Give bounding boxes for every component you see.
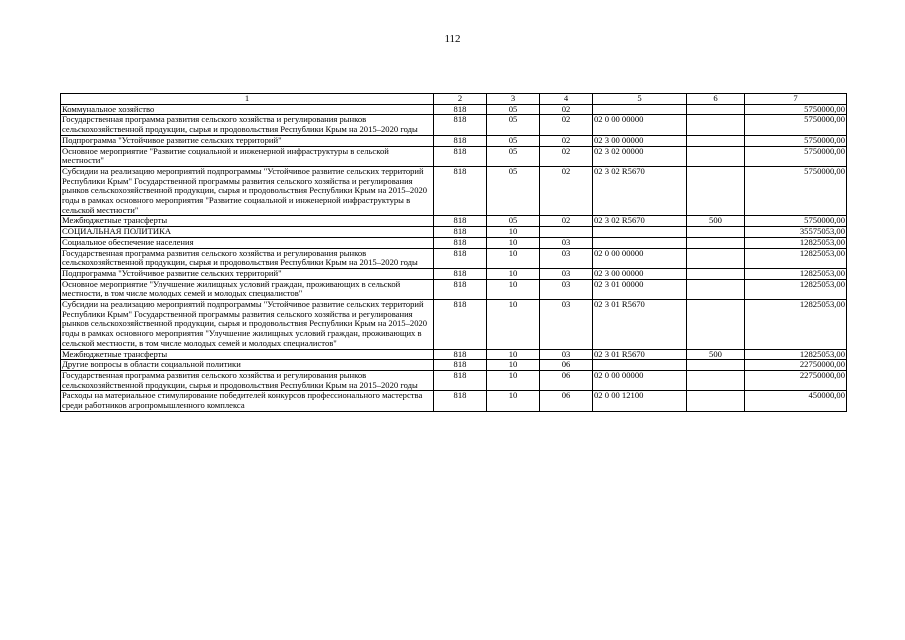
row-subsection-code: 06 xyxy=(540,391,593,411)
row-expense-type xyxy=(687,237,745,248)
row-amount: 12825053,00 xyxy=(745,268,847,279)
row-name: Субсидии на реализацию мероприятий подпрограммы "Устойчивое развитие сельских территорий Республики Крым" Государственной программы развития сельского хозяйства и регулирования рынков сельскохозяйственной продукции, сырья и продовольствия Республики Крым на 2015–2020 годы в рамках основного мероприятия "Развитие социальной и инженерной инфраструктуры в сельской местности" xyxy=(61,166,434,216)
row-amount: 22750000,00 xyxy=(745,360,847,371)
row-grbs-code: 818 xyxy=(434,227,487,238)
row-grbs-code: 818 xyxy=(434,248,487,268)
row-expense-type xyxy=(687,248,745,268)
row-name: Подпрограмма "Устойчивое развитие сельских территорий" xyxy=(61,135,434,146)
header-cell: 4 xyxy=(540,94,593,105)
row-expense-type xyxy=(687,279,745,299)
table-row xyxy=(61,268,847,279)
row-name: Межбюджетные трансферты xyxy=(61,216,434,227)
row-grbs-code: 818 xyxy=(434,349,487,360)
row-target-article: 02 3 02 R5670 xyxy=(593,166,687,216)
row-expense-type: 500 xyxy=(687,216,745,227)
row-section-code: 10 xyxy=(487,349,540,360)
row-target-article: 02 3 01 00000 xyxy=(593,279,687,299)
row-grbs-code: 818 xyxy=(434,146,487,166)
row-expense-type xyxy=(687,166,745,216)
row-target-article: 02 3 00 00000 xyxy=(593,268,687,279)
row-amount: 5750000,00 xyxy=(745,104,847,115)
row-grbs-code: 818 xyxy=(434,237,487,248)
row-grbs-code: 818 xyxy=(434,300,487,350)
row-name: Основное мероприятие "Улучшение жилищных условий граждан, проживающих в сельской местности, в том числе молодых семей и молодых специалистов" xyxy=(61,279,434,299)
table-row xyxy=(61,248,847,268)
row-subsection-code: 03 xyxy=(540,349,593,360)
row-section-code: 05 xyxy=(487,104,540,115)
row-grbs-code: 818 xyxy=(434,216,487,227)
row-amount: 35575053,00 xyxy=(745,227,847,238)
row-name: Государственная программа развития сельского хозяйства и регулирования рынков сельскохозяйственной продукции, сырья и продовольствия Республики Крым на 2015–2020 годы xyxy=(61,248,434,268)
table-row xyxy=(61,104,847,115)
row-target-article: 02 3 00 00000 xyxy=(593,135,687,146)
row-expense-type xyxy=(687,360,745,371)
row-amount: 12825053,00 xyxy=(745,248,847,268)
row-name: Основное мероприятие "Развитие социальной и инженерной инфраструктуры в сельской местности" xyxy=(61,146,434,166)
row-section-code: 05 xyxy=(487,135,540,146)
table-row xyxy=(61,227,847,238)
row-name: СОЦИАЛЬНАЯ ПОЛИТИКА xyxy=(61,227,434,238)
row-subsection-code: 02 xyxy=(540,166,593,216)
row-grbs-code: 818 xyxy=(434,104,487,115)
row-section-code: 05 xyxy=(487,216,540,227)
row-subsection-code: 03 xyxy=(540,279,593,299)
header-cell: 5 xyxy=(593,94,687,105)
row-name: Межбюджетные трансферты xyxy=(61,349,434,360)
table-row xyxy=(61,115,847,135)
row-subsection-code: 02 xyxy=(540,146,593,166)
row-amount: 22750000,00 xyxy=(745,370,847,390)
row-subsection-code: 03 xyxy=(540,268,593,279)
row-grbs-code: 818 xyxy=(434,360,487,371)
table-row xyxy=(61,391,847,411)
row-grbs-code: 818 xyxy=(434,135,487,146)
row-target-article xyxy=(593,360,687,371)
row-section-code: 10 xyxy=(487,391,540,411)
row-grbs-code: 818 xyxy=(434,166,487,216)
row-expense-type xyxy=(687,115,745,135)
row-target-article: 02 3 02 00000 xyxy=(593,146,687,166)
table-body xyxy=(61,104,847,411)
row-subsection-code: 03 xyxy=(540,237,593,248)
budget-table xyxy=(60,93,847,412)
row-section-code: 10 xyxy=(487,279,540,299)
row-target-article xyxy=(593,237,687,248)
row-amount: 5750000,00 xyxy=(745,115,847,135)
table-row xyxy=(61,300,847,350)
row-amount: 450000,00 xyxy=(745,391,847,411)
row-amount: 5750000,00 xyxy=(745,135,847,146)
row-name: Другие вопросы в области социальной политики xyxy=(61,360,434,371)
row-expense-type xyxy=(687,227,745,238)
row-name: Государственная программа развития сельского хозяйства и регулирования рынков сельскохозяйственной продукции, сырья и продовольствия Республики Крым на 2015–2020 годы xyxy=(61,115,434,135)
header-cell: 2 xyxy=(434,94,487,105)
table-row xyxy=(61,349,847,360)
row-name: Расходы на материальное стимулирование победителей конкурсов профессионального мастерства среди работников агропромышленного комплекса xyxy=(61,391,434,411)
row-amount: 12825053,00 xyxy=(745,349,847,360)
row-section-code: 05 xyxy=(487,146,540,166)
row-section-code: 10 xyxy=(487,227,540,238)
row-subsection-code: 03 xyxy=(540,248,593,268)
row-section-code: 10 xyxy=(487,360,540,371)
row-subsection-code xyxy=(540,227,593,238)
table-row xyxy=(61,370,847,390)
row-grbs-code: 818 xyxy=(434,370,487,390)
row-subsection-code: 06 xyxy=(540,370,593,390)
row-section-code: 05 xyxy=(487,115,540,135)
header-cell: 6 xyxy=(687,94,745,105)
row-amount: 12825053,00 xyxy=(745,237,847,248)
table-row xyxy=(61,237,847,248)
row-expense-type xyxy=(687,391,745,411)
row-target-article: 02 3 02 R5670 xyxy=(593,216,687,227)
row-target-article xyxy=(593,104,687,115)
row-name: Коммунальное хозяйство xyxy=(61,104,434,115)
row-target-article: 02 0 00 00000 xyxy=(593,370,687,390)
table-row xyxy=(61,146,847,166)
row-grbs-code: 818 xyxy=(434,115,487,135)
row-name: Субсидии на реализацию мероприятий подпрограммы "Устойчивое развитие сельских территорий Республики Крым" Государственной программы развития сельского хозяйства и регулирования рынков сельскохозяйственной продукции, сырья и продовольствия Республики Крым на 2015–2020 годы в рамках основного мероприятия "Улучшение жилищных условий граждан, проживающих в сельской местности, в том числе молодых семей и молодых специалистов" xyxy=(61,300,434,350)
header-cell: 3 xyxy=(487,94,540,105)
row-subsection-code: 02 xyxy=(540,216,593,227)
row-name: Государственная программа развития сельского хозяйства и регулирования рынков сельскохозяйственной продукции, сырья и продовольствия Республики Крым на 2015–2020 годы xyxy=(61,370,434,390)
row-name: Социальное обеспечение населения xyxy=(61,237,434,248)
row-grbs-code: 818 xyxy=(434,391,487,411)
row-grbs-code: 818 xyxy=(434,268,487,279)
row-amount: 12825053,00 xyxy=(745,300,847,350)
table-row xyxy=(61,135,847,146)
row-expense-type xyxy=(687,135,745,146)
row-expense-type xyxy=(687,370,745,390)
row-subsection-code: 02 xyxy=(540,115,593,135)
row-grbs-code: 818 xyxy=(434,279,487,299)
row-section-code: 10 xyxy=(487,268,540,279)
row-target-article: 02 0 00 00000 xyxy=(593,248,687,268)
table-row xyxy=(61,216,847,227)
row-target-article: 02 3 01 R5670 xyxy=(593,349,687,360)
page-number: 112 xyxy=(444,33,461,45)
row-amount: 5750000,00 xyxy=(745,166,847,216)
row-section-code: 10 xyxy=(487,237,540,248)
row-amount: 5750000,00 xyxy=(745,146,847,166)
row-expense-type: 500 xyxy=(687,349,745,360)
row-subsection-code: 02 xyxy=(540,104,593,115)
header-cell: 1 xyxy=(61,94,434,105)
row-subsection-code: 02 xyxy=(540,135,593,146)
row-amount: 12825053,00 xyxy=(745,279,847,299)
row-target-article: 02 0 00 12100 xyxy=(593,391,687,411)
row-name: Подпрограмма "Устойчивое развитие сельских территорий" xyxy=(61,268,434,279)
row-target-article: 02 0 00 00000 xyxy=(593,115,687,135)
row-amount: 5750000,00 xyxy=(745,216,847,227)
row-section-code: 05 xyxy=(487,166,540,216)
row-expense-type xyxy=(687,268,745,279)
header-cell: 7 xyxy=(745,94,847,105)
row-expense-type xyxy=(687,104,745,115)
row-subsection-code: 06 xyxy=(540,360,593,371)
row-target-article: 02 3 01 R5670 xyxy=(593,300,687,350)
table-row xyxy=(61,166,847,216)
table-row xyxy=(61,360,847,371)
row-expense-type xyxy=(687,300,745,350)
row-expense-type xyxy=(687,146,745,166)
row-section-code: 10 xyxy=(487,370,540,390)
row-section-code: 10 xyxy=(487,300,540,350)
row-subsection-code: 03 xyxy=(540,300,593,350)
header-row xyxy=(61,94,847,105)
table-row xyxy=(61,279,847,299)
row-target-article xyxy=(593,227,687,238)
row-section-code: 10 xyxy=(487,248,540,268)
